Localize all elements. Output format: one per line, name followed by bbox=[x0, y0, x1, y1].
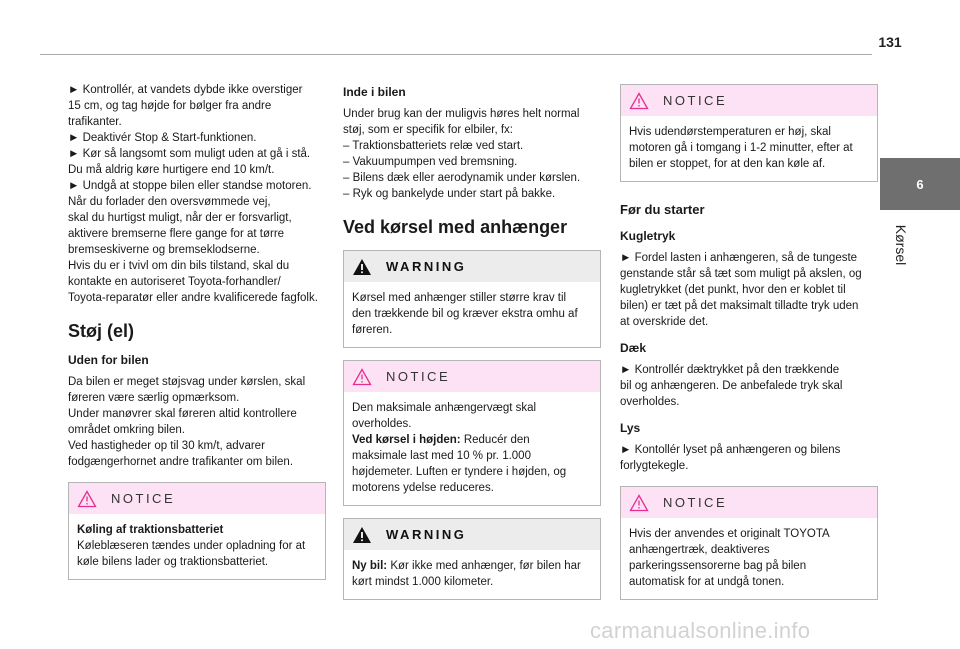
flooded-road-instructions: ► Kontrollér, at vandets dybde ikke overstiger 15 cm, og tag højde for bølger fra andre trafikanter. ► Deaktivér Stop & Start-funktionen. ► Kør så langsomt som muligt uden at gå i stå. Du må aldrig køre hurtigere end 10 km/t. ► Undgå at stoppe bilen eller standse motoren. Når du forlader den oversvømmede vej, skal du hurtigst muligt, når der er forsvarligt, aktivere bremserne flere gange for at tørre bremseskiverne og bremseklodserne. Hvis du er i tvivl om din bils tilstand, skal du kontakte en autoriseret Toyota-forhandler/ Toyota-reparatør eller andre kvalificerede fagfolk. bbox=[68, 84, 318, 304]
notice-body bbox=[621, 518, 877, 599]
notice-triangle-icon bbox=[629, 494, 649, 512]
notice-box-trailer-weight bbox=[343, 360, 601, 506]
notice-box-battery-cooling bbox=[68, 482, 326, 580]
notice-altitude-text: Reducér den maksimale last med 10 % pr. 1.000 højdemeter. Luften er tyndere i højden, og motorens ydelse reduceres. bbox=[352, 434, 567, 494]
notice-text: Hvis der anvendes et originalt TOYOTA anhængertræk, deaktiveres parkeringssensorerne bag på bilen automatisk for at undgå tonen. bbox=[629, 528, 830, 588]
warning-body bbox=[344, 550, 600, 599]
column-3 bbox=[620, 82, 878, 610]
notice-body bbox=[621, 116, 877, 181]
notice-header bbox=[69, 483, 325, 514]
warning-box-trailer bbox=[343, 250, 601, 348]
subheading-outside: Uden for bilen bbox=[68, 353, 149, 367]
column-1 bbox=[68, 82, 326, 590]
notice-box-parking-sensors bbox=[620, 486, 878, 600]
notice-triangle-icon bbox=[629, 92, 649, 110]
inside-noise-text: Under brug kan der muligvis høres helt normal støj, som er specifik for elbiler, fx: – Traktionsbatteriets relæ ved start. – Vakuumpumpen ved bremsning. – Bilens dæk eller aerodynamik under kørslen. – Ryk og bankelyde under start på bakke. bbox=[343, 108, 581, 200]
warning-header bbox=[344, 251, 600, 282]
ball-pressure-text: ► Fordel lasten i anhængeren, så de tungeste genstande står så tæt som muligt på akslen, og kugletrykket (det punkt, hvor den er koblet til bilen) er tæt på det maksimalt tilladte tryk uden at overskride det. bbox=[620, 252, 862, 328]
warning-new-car-text: Kør ikke med anhænger, før bilen har kørt mindst 1.000 kilometer. bbox=[352, 560, 581, 588]
warning-header bbox=[344, 519, 600, 550]
lights-text: ► Kontollér lyset på anhængeren og bilens forlygtekegle. bbox=[620, 444, 841, 472]
header-divider bbox=[40, 54, 872, 55]
warning-triangle-icon bbox=[352, 258, 372, 276]
warning-text-new-car bbox=[352, 558, 592, 590]
notice-bold-title: Køling af traktionsbatteriet bbox=[77, 524, 224, 536]
heading-before-start: Før du starter bbox=[620, 202, 705, 217]
subheading-tyres: Dæk bbox=[620, 341, 647, 355]
tyres-text: ► Kontrollér dæktrykket på den trækkende bil og anhængeren. De anbefalede tryk skal overholdes. bbox=[620, 364, 843, 408]
warning-body bbox=[344, 282, 600, 347]
warning-triangle-icon bbox=[352, 526, 372, 544]
notice-text-weight: Den maksimale anhængervægt skal overholdes. bbox=[352, 402, 537, 430]
notice-body bbox=[69, 514, 325, 579]
subheading-inside: Inde i bilen bbox=[343, 85, 406, 99]
notice-text: Køleblæseren tændes under opladning for at køle bilens lader og traktionsbatteriet. bbox=[77, 540, 306, 568]
column-2 bbox=[343, 82, 601, 610]
notice-text-altitude bbox=[352, 432, 592, 496]
notice-triangle-icon bbox=[352, 368, 372, 386]
notice-header bbox=[621, 487, 877, 518]
warning-title: WARNING bbox=[386, 526, 467, 542]
heading-trailer: Ved kørsel med anhænger bbox=[343, 217, 568, 237]
heading-noise: Støj (el) bbox=[68, 321, 134, 341]
warning-box-new-car bbox=[343, 518, 601, 600]
chapter-label bbox=[883, 215, 919, 275]
page-number: 131 bbox=[878, 34, 902, 50]
chapter-tab[interactable] bbox=[880, 158, 960, 210]
subheading-lights: Lys bbox=[620, 421, 641, 435]
notice-box-temperature bbox=[620, 84, 878, 182]
notice-text: Hvis udendørstemperaturen er høj, skal motoren gå i tomgang i 1-2 minutter, efter at bilen er stoppet, for at den kan køle af. bbox=[629, 126, 853, 170]
warning-title: WARNING bbox=[386, 258, 467, 274]
notice-title: NOTICE bbox=[111, 490, 176, 506]
warning-text: Kørsel med anhænger stiller større krav til den trækkende bil og kræver ekstra omhu af føreren. bbox=[352, 292, 578, 336]
notice-body bbox=[344, 392, 600, 505]
notice-triangle-icon bbox=[77, 490, 97, 508]
chapter-number: 6 bbox=[916, 176, 924, 192]
chapter-label-text: Kørsel bbox=[893, 224, 910, 266]
outside-noise-text: Da bilen er meget støjsvag under kørslen, skal føreren være særlig opmærksom. Under manøvrer skal føreren altid kontrollere området omkring bilen. Ved hastigheder op til 30 km/t, advarer fodgængerhornet andre trafikanter om bilen. bbox=[68, 376, 306, 468]
notice-header bbox=[621, 85, 877, 116]
notice-title: NOTICE bbox=[663, 494, 728, 510]
notice-title: NOTICE bbox=[386, 368, 451, 384]
notice-title: NOTICE bbox=[663, 92, 728, 108]
notice-altitude-label: Ved kørsel i højden: bbox=[352, 434, 461, 446]
notice-header bbox=[344, 361, 600, 392]
watermark: carmanualsonline.info bbox=[590, 618, 811, 643]
warning-new-car-label: Ny bil: bbox=[352, 560, 388, 572]
subheading-ball-pressure: Kugletryk bbox=[620, 229, 676, 243]
